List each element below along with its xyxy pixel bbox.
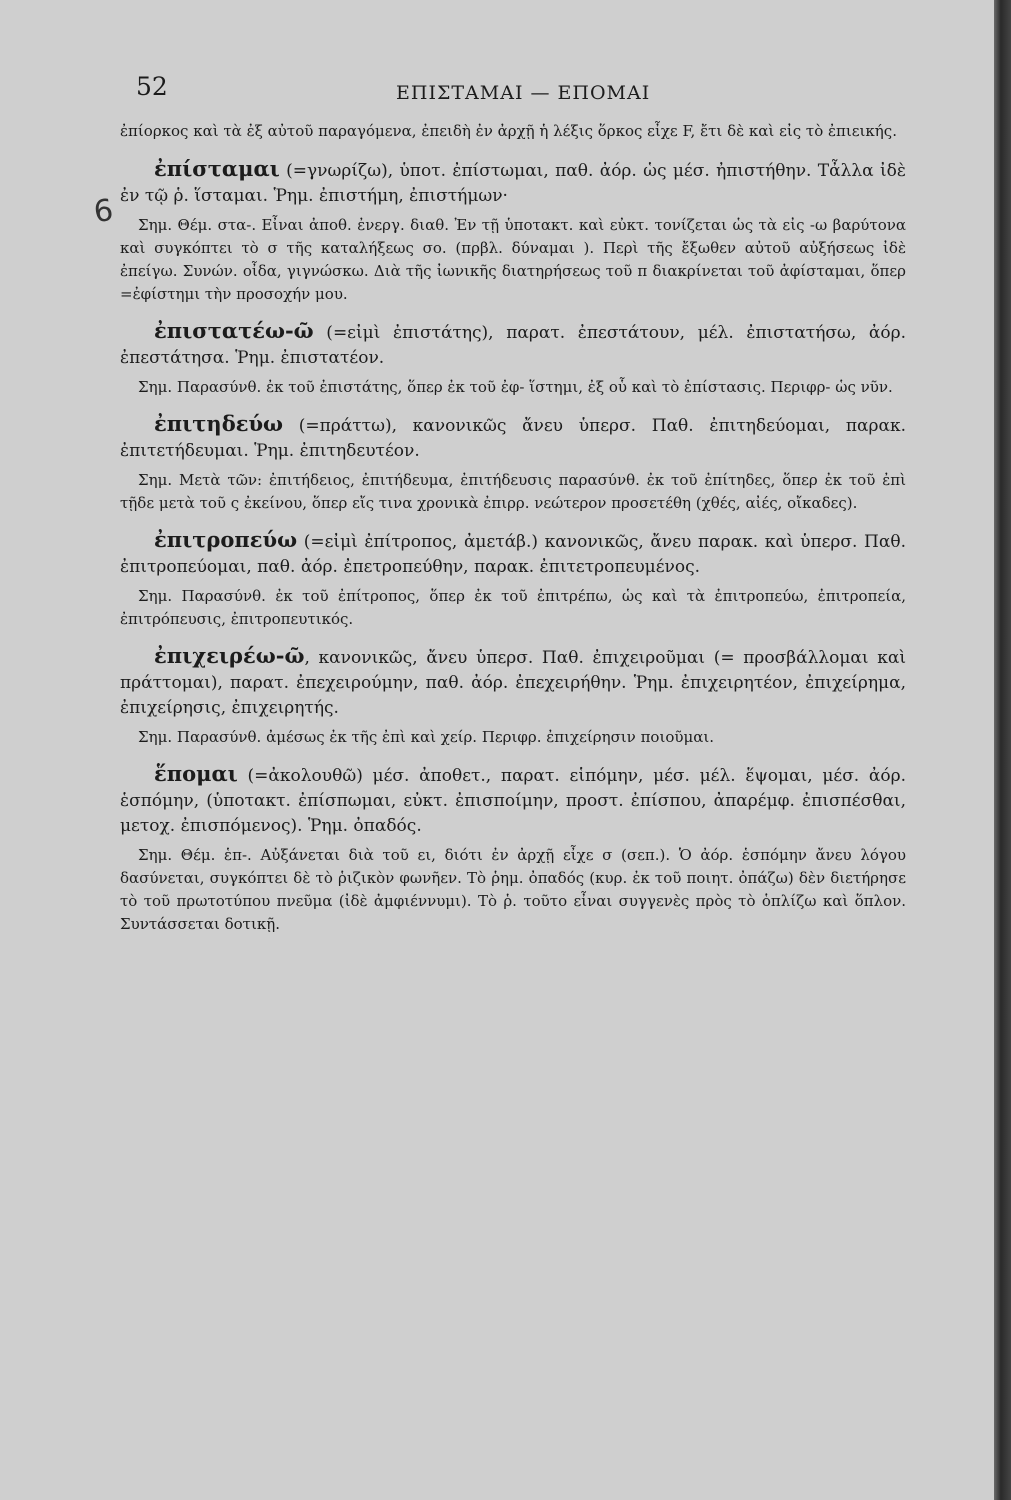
headword: ἕπομαι: [154, 761, 238, 786]
entry-note: Σημ. Παρασύνθ. ἐκ τοῦ ἐπιστάτης, ὅπερ ἐκ τοῦ ἐφ- ἵστημι, ἐξ οὗ καὶ τὸ ἐπίστασις. Περιφρ- ὡς νῦν.: [138, 378, 893, 396]
headword: ἐπιστατέω-ῶ: [154, 318, 314, 343]
page-number: 52: [136, 72, 168, 101]
entry-epitropeuo: [120, 527, 906, 580]
entry-note: Σημ. Παρασύνθ. ἀμέσως ἐκ τῆς ἐπὶ καὶ χείρ. Περιφρ. ἐπιχείρησιν ποιοῦμαι.: [138, 728, 715, 746]
handwritten-margin-mark: 6: [91, 192, 116, 231]
entry-epitedeuo: [120, 411, 906, 464]
entry-note: Σημ. Παρασύνθ. ἐκ τοῦ ἐπίτροπος, ὅπερ ἐκ τοῦ ἐπιτρέπω, ὡς καὶ τὰ ἐπιτροπεύω, ἐπιτροπεία, ἐπιτρόπευσις, ἐπιτροπευτικός.: [120, 587, 906, 628]
book-edge: [994, 0, 1011, 1500]
entry-text: (=γνωρίζω), ὑποτ. ἐπίστωμαι, παθ. ἀόρ. ὡς μέσ. ἠπιστήθην. Τἆλλα ἰδὲ ἐν τῷ ῥ. ἵσταμαι. Ῥημ. ἐπιστήμη, ἐπιστήμων·: [120, 161, 906, 206]
entry-text: (=εἰμὶ ἐπιστάτης), παρατ. ἐπεστάτουν, μέλ. ἐπιστατήσω, ἀόρ. ἐπεστάτησα. Ῥημ. ἐπιστατέον.: [120, 323, 906, 368]
entry-note: Σημ. Μετὰ τῶν: ἐπιτήδειος, ἐπιτήδευμα, ἐπιτήδευσις παρασύνθ. ἐκ τοῦ ἐπίτηδες, ὅπερ ἐκ τοῦ ἐπὶ τῇδε μετὰ τοῦ ς ἐκείνου, ὅπερ εἴς τινα χρονικὰ ἐπιρρ. νεώτερον προσετέθη (χθές, αἰές, οἴκαδες).: [120, 471, 906, 512]
headword: ἐπίσταμαι: [154, 156, 280, 181]
running-head: ΕΠΙΣΤΑΜΑΙ — ΕΠΟΜΑΙ: [396, 82, 651, 104]
dictionary-body: [120, 120, 906, 1380]
entry-continuation: [120, 120, 906, 142]
entry-text: ἐπίορκος καὶ τὰ ἐξ αὐτοῦ παραγόμενα, ἐπειδὴ ἐν ἀρχῇ ἡ λέξις ὅρκος εἶχε F, ἔτι δὲ καὶ εἰς τὸ ἐπιεικής.: [120, 122, 897, 140]
entry-text: (=πράττω), κανονικῶς ἄνευ ὑπερσ. Παθ. ἐπιτηδεύομαι, παρακ. ἐπιτετήδευμαι. Ῥημ. ἐπιτηδευτέον.: [120, 416, 906, 461]
entry-epistateo: [120, 318, 906, 371]
entry-text: (=εἰμὶ ἐπίτροπος, ἀμετάβ.) κανονικῶς, ἄνευ παρακ. καὶ ὑπερσ. Παθ. ἐπιτροπεύομαι, παθ. ἀόρ. ἐπετροπεύθην, παρακ. ἐπιτετροπευμένος.: [120, 532, 906, 577]
entry-text: , κανονικῶς, ἄνευ ὑπερσ. Παθ. ἐπιχειροῦμαι (= προσβάλλομαι καὶ πράττομαι), παρατ. ἐπεχειρούμην, παθ. ἀόρ. ἐπεχειρήθην. Ῥημ. ἐπιχειρητέον, ἐπιχείρημα, ἐπιχείρησις, ἐπιχειρητής.: [120, 648, 906, 718]
headword: ἐπιτηδεύω: [154, 411, 284, 436]
entry-text: (=ἀκολουθῶ) μέσ. ἀποθετ., παρατ. εἱπόμην, μέσ. μέλ. ἕψομαι, μέσ. ἀόρ. ἑσπόμην, (ὑποτακτ. ἐπίσπωμαι, εὐκτ. ἐπισποίμην, προστ. ἐπίσπου, ἀπαρέμφ. ἐπισπέσθαι, μετοχ. ἐπισπόμενος). Ῥημ. ὀπαδός.: [120, 766, 906, 836]
headword: ἐπιτροπεύω: [154, 527, 298, 552]
headword: ἐπιχειρέω-ῶ: [154, 643, 305, 668]
entry-hepomai: [120, 761, 906, 839]
entry-epistamai: [120, 156, 906, 209]
entry-note: Σημ. Θέμ. ἑπ-. Αὐξάνεται διὰ τοῦ ει, διότι ἐν ἀρχῇ εἶχε σ (σεπ.). Ὁ ἀόρ. ἑσπόμην ἄνευ λόγου δασύνεται, συγκόπτει δὲ τὸ ῥιζικὸν φωνῆεν. Τὸ ῥημ. ὀπαδός (κυρ. ἐκ τοῦ ποιητ. ὀπάζω) δὲν διετήρησε τὸ τοῦ πρωτοτύπου πνεῦμα (ἰδὲ ἀμφιέννυμι). Τὸ ῥ. τοῦτο εἶναι συγγενὲς πρὸς τὸ ὁπλίζω καὶ ὅπλον. Συντάσσεται δοτικῇ.: [120, 846, 906, 933]
entry-epicheireo: [120, 643, 906, 721]
entry-note: Σημ. Θέμ. στα-. Εἶναι ἀποθ. ἐνεργ. διαθ. Ἐν τῇ ὑποτακτ. καὶ εὐκτ. τονίζεται ὡς τὰ εἰς -ω βαρύτονα καὶ συγκόπτει τὸ σ τῆς καταλήξεως σο. (πρβλ. δύναμαι ). Περὶ τῆς ἔξωθεν αὐτοῦ αὐξήσεως ἰδὲ ἐπείγω. Συνών. οἶδα, γιγνώσκω. Διὰ τῆς ἰωνικῆς διατηρήσεως τοῦ π διακρίνεται τοῦ ἀφίσταμαι, ὅπερ =ἐφίστημι τὴν προσοχήν μου.: [120, 216, 906, 303]
